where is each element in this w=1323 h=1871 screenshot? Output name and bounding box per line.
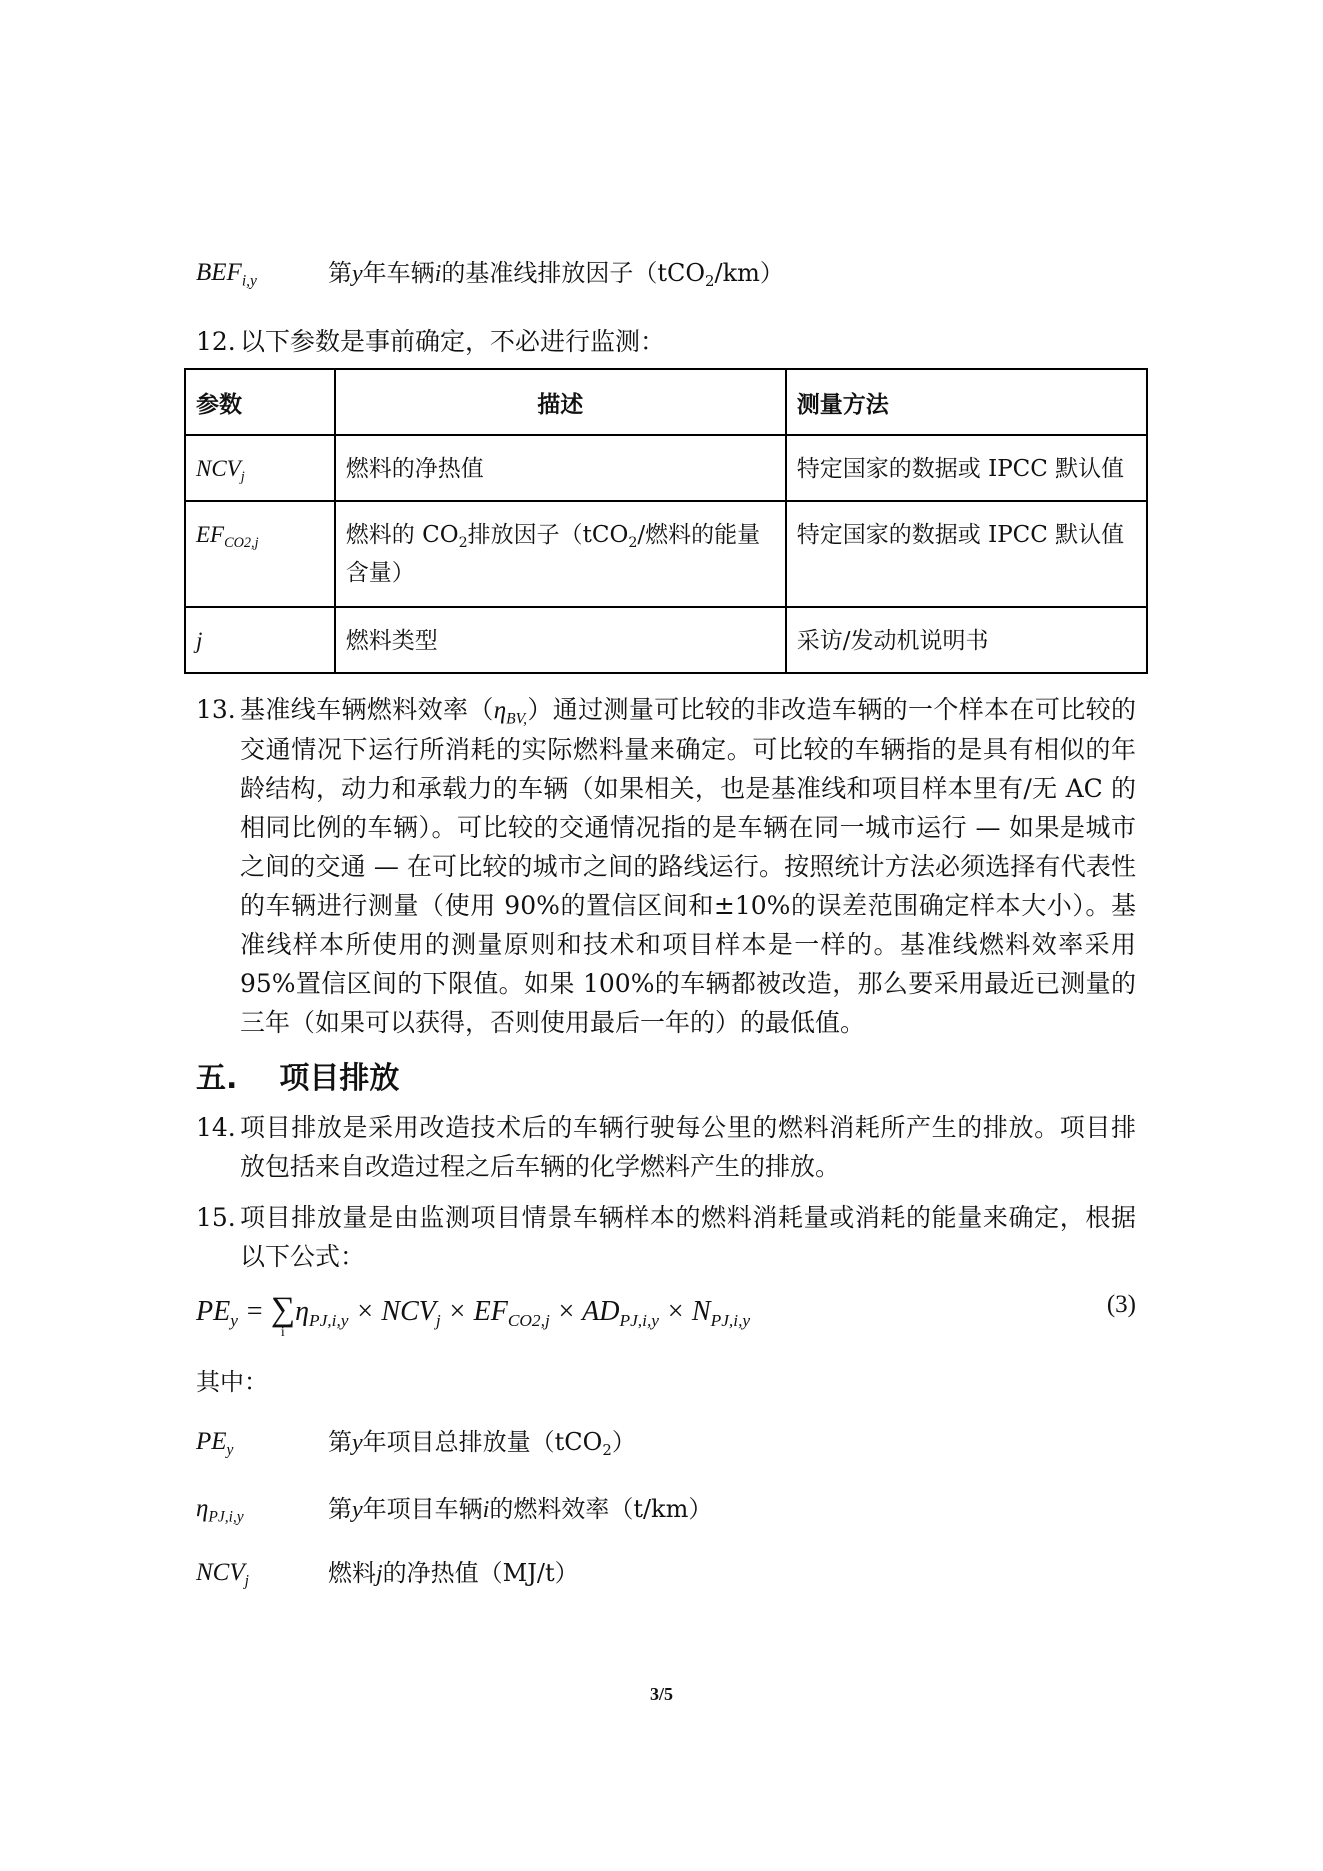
definition-symbol: $\eta_{PJ,i,y}$: [196, 1495, 244, 1526]
equation-number: (3): [1106, 1291, 1136, 1318]
table-cell-param: $EF_{CO2,j}$: [185, 501, 335, 607]
table-cell-method: 特定国家的数据或 IPCC 默认值: [786, 501, 1147, 607]
paragraph-number: 12.: [196, 327, 236, 356]
definition-description: 第y年车辆i的基准线排放因子（tCO$_2$/km）: [328, 259, 784, 291]
definition-description: 燃料j的净热值（MJ/t）: [328, 1559, 579, 1587]
table-cell-desc: 燃料类型: [335, 607, 786, 673]
where-label: 其中：: [196, 1368, 268, 1396]
paragraph-text: 以下参数是事前确定，不必进行监测：: [240, 327, 666, 356]
formula-3: [196, 1285, 1136, 1345]
table-row: [185, 501, 1147, 607]
definition-symbol: $NCV_j$: [196, 1559, 249, 1590]
table-header-method: 测量方法: [786, 369, 1147, 435]
paragraph-15: [196, 1198, 1136, 1276]
parameter-table: [184, 368, 1148, 674]
table-cell-desc: 燃料的净热值: [335, 435, 786, 501]
table-row: [185, 435, 1147, 501]
page-number: 3/5: [649, 1684, 673, 1704]
paragraph-number: 14.: [196, 1113, 236, 1142]
table-header-param: 参数: [185, 369, 335, 435]
table-cell-method: 特定国家的数据或 IPCC 默认值: [786, 435, 1147, 501]
paragraph-text: 基准线车辆燃料效率$(\eta_{BV,})$通过测量可比较的非改造车辆的一个样本在可比较的交通情况下运行所消耗的实际燃料量来确定。可比较的车辆指的是具有相似的年龄结构，动力和承载力的车辆（如果相关，也是基准线和项目样本里有/无 AC 的 相同比例的车辆）。可比较的交通情况指的是车辆在同一城市运行 — 如果是城市之间的交通 — 在可比较的城市之间的路线运行。按照统计方法必须选择有代表性的车辆进行测量（使用 90%的置信区间和±10%的误差范围确定样本大小）。基准线样本所使用的测量原则和技术和项目样本是一样的。基准线燃料效率采用 95%置信区间的下限值。如果 100%的车辆都被改造，那么要采用最近已测量的三年（如果可以获得，否则使用最后一年的）的最低值。: [240, 695, 1136, 1037]
paragraph-number: 15.: [196, 1203, 236, 1232]
table-cell-method: 采访/发动机说明书: [786, 607, 1147, 673]
paragraph-12: [196, 322, 1136, 361]
table-cell-desc: 燃料的 $CO_2$排放因子（tCO$_2$/燃料的能量含量）: [335, 501, 786, 607]
section-heading: 五. 项目排放: [196, 1061, 400, 1096]
definition-symbol: $BEF_{i,y}$: [196, 259, 257, 290]
definition-description: 第y年项目总排放量（tCO$_2$）: [328, 1428, 636, 1460]
table-row: [185, 607, 1147, 673]
paragraph-number: 13.: [196, 695, 236, 724]
table-header-row: [185, 369, 1147, 435]
paragraph-13: [196, 690, 1136, 1042]
paragraph-text: 项目排放量是由监测项目情景车辆样本的燃料消耗量或消耗的能量来确定，根据以下公式：: [240, 1203, 1136, 1271]
paragraph-text: 项目排放是采用改造技术后的车辆行驶每公里的燃料消耗所产生的排放。项目排放包括来自改造过程之后车辆的化学燃料产生的排放。: [240, 1113, 1136, 1181]
table-cell-param: j: [185, 607, 335, 673]
table-header-desc: 描述: [335, 369, 786, 435]
paragraph-14: [196, 1108, 1136, 1186]
definition-description: 第y年项目车辆i的燃料效率（t/km）: [328, 1495, 713, 1523]
formula-expression: $PE_y$ = ∑ i $\eta_{PJ,i,y} \times NCV_j \times EF_{CO2,j} \times AD_{PJ,i,y} \times N_{PJ,i,y}$: [196, 1291, 751, 1340]
table-cell-param: $NCV_j$: [185, 435, 335, 501]
definition-symbol: $PE_y$: [196, 1428, 234, 1459]
